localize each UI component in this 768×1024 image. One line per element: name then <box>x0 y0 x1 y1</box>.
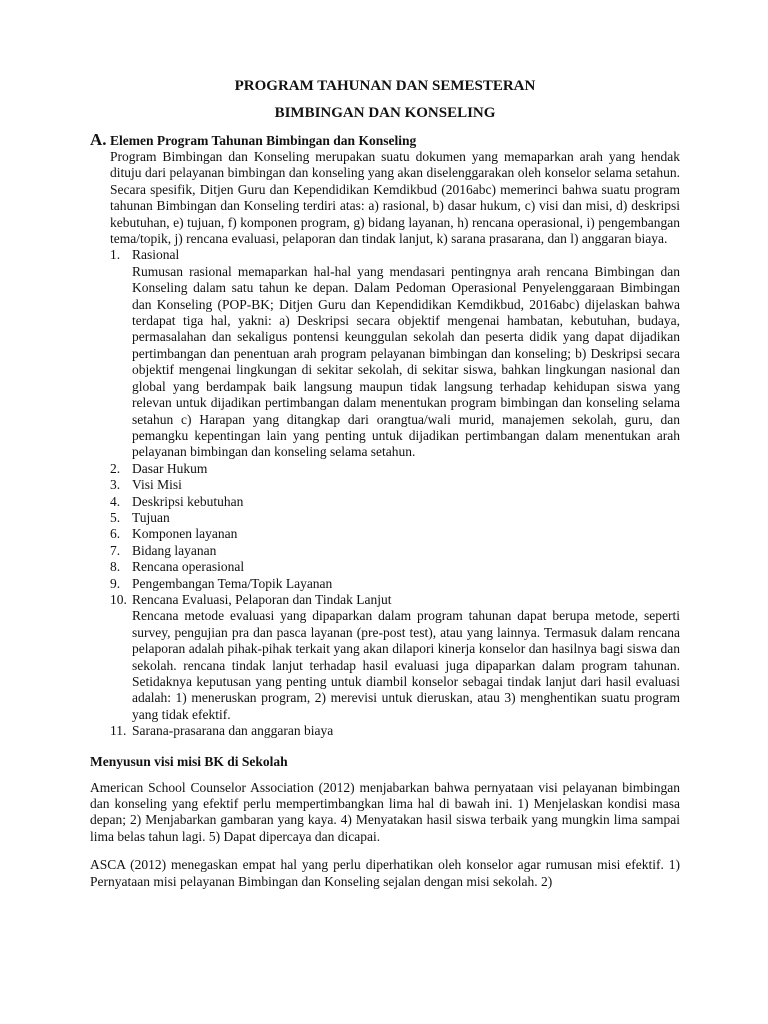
subheading: Menyusun visi misi BK di Sekolah <box>90 753 288 769</box>
intro-paragraph: Program Bimbingan dan Konseling merupakan suatu dokumen yang memaparkan arah yang hendak dituju dari pelayanan bimbingan dan konseling yang akan diselenggarakan oleh konselor selama setahun. Secara spesifik, Ditjen Guru dan Kependidikan Kemdikbud (2016abc) memerinci bahwa suatu program tahunan Bimbingan dan Konseling terdiri atas: a) rasional, b) dasar hukum, c) visi dan misi, d) deskripsi kebutuhan, e) tujuan, f) komponen program, g) bidang layanan, h) rencana operasional, i) pengembangan tema/topik, j) rencana evaluasi, pelaporan dan tindak lanjut, k) sarana prasarana, dan l) anggaran biaya. <box>110 149 680 247</box>
list-item-number: 10. <box>110 591 127 607</box>
list-item-label: Komponen layanan <box>132 526 238 542</box>
list-item-number: 2. <box>110 460 121 476</box>
list-item-body: Rumusan rasional memaparkan hal-hal yang mendasari pentingnya arah rencana Bimbingan dan Konseling dalam satu tahun ke depan. Dalam Pedoman Operasional Penyelenggaraan Bimbingan dan Konseling (POP-BK; Ditjen Guru dan Kependidikan Kemdikbud, 2016abc) dijelaskan bahwa terdapat tiga hal, yakni: a) Deskripsi secara objektif mengenai hambatan, kebutuhan, budaya, permasalahan dan sekaligus pontensi keunggulan sekolah dan peserta didik yang dapat dijadikan pertimbangan dan penentuan arah program pelayanan bimbingan dan konseling; b) Deskripsi secara objektif mengenai lingkungan di sekitar sekolah, di sekitar siswa, bahkan lingkungan nasional dan global yang berdampak baik langsung maupun tidak langsung terhadap kehidupan siswa yang relevan untuk dijadikan pertimbangan dalam menentukan program bimbingan dan konseling selama setahun c) Harapan yang ditangkap dari orangtua/wali murid, manajemen sekolah, guru, dan pemangku kepentingan lain yang penting untuk dijadikan pertimbangan dalam menentukan arah pelayanan bimbingan dan konseling selama setahun. <box>132 263 680 460</box>
section-letter: A. <box>90 130 107 149</box>
list-item-label: Dasar Hukum <box>132 460 208 476</box>
paragraph-misi: ASCA (2012) menegaskan empat hal yang perlu diperhatikan oleh konselor agar rumusan misi efektif. 1) Pernyataan misi pelayanan Bimbingan dan Konseling sejalan dengan misi sekolah. 2) <box>90 857 680 889</box>
list-item-label: Pengembangan Tema/Topik Layanan <box>132 575 333 591</box>
list-item-label: Tujuan <box>132 509 170 525</box>
list-item-label: Bidang layanan <box>132 542 217 558</box>
list-item <box>110 723 680 739</box>
document-title-line-2: BIMBINGAN DAN KONSELING <box>274 105 496 121</box>
list-item <box>110 247 680 460</box>
list-item <box>110 461 680 477</box>
list-item-label: Visi Misi <box>132 477 182 493</box>
list-item-number: 7. <box>110 542 121 558</box>
list-item-label: Rencana Evaluasi, Pelaporan dan Tindak Lanjut <box>132 591 392 607</box>
paragraph-visi: American School Counselor Association (2012) menjabarkan bahwa pernyataan visi pelayanan bimbingan dan konseling yang efektif perlu mempertimbangkan lima hal di bawah ini. 1) Menjelaskan kondisi masa depan; 2) Menjabarkan gambaran yang kaya. 4) Menyatakan hasil siswa terbaik yang mungkin lima sampai lima belas tahun lagi. 5) Dapat dipercaya dan dicapai. <box>90 779 680 844</box>
list-item <box>110 477 680 493</box>
list-item-number: 4. <box>110 493 121 509</box>
list-item-body: Rencana metode evaluasi yang dipaparkan dalam program tahunan dapat berupa metode, seperti survey, pengujian pra dan pasca layanan (pre-post test), atau yang lainnya. Termasuk dalam rencana pelaporan adalah pihak-pihak terkait yang akan dilapori kinerja konselor dan hasilnya bagi siswa dan sekolah. rencana tindak lanjut terhadap hasil evaluasi juga dipaparkan dalam program tahunan. Setidaknya keputusan yang penting untuk diambil konselor sebagai tindak lanjut dari hasil evaluasi adalah: 1) meneruskan program, 2) merevisi untuk dieruskan, atau 3) menghentikan suatu program yang tidak efektif. <box>132 608 680 722</box>
list-item-number: 9. <box>110 575 121 591</box>
element-list <box>110 247 680 739</box>
section-title: Elemen Program Tahunan Bimbingan dan Konseling <box>110 133 417 148</box>
list-item-label: Rasional <box>132 247 180 263</box>
list-item-label: Sarana-prasarana dan anggaran biaya <box>132 723 334 739</box>
list-item <box>110 543 680 559</box>
list-item <box>110 510 680 526</box>
list-item-number: 3. <box>110 477 121 493</box>
list-item-number: 5. <box>110 509 121 525</box>
section-heading <box>90 132 680 149</box>
list-item-number: 8. <box>110 559 121 575</box>
list-item <box>110 559 680 575</box>
list-item <box>110 526 680 542</box>
list-item-number: 11. <box>110 723 127 739</box>
list-item-number: 6. <box>110 526 121 542</box>
list-item-number: 1. <box>110 247 121 263</box>
list-item <box>110 592 680 723</box>
list-item <box>110 576 680 592</box>
list-item-label: Deskripsi kebutuhan <box>132 493 244 509</box>
document-title-line-1: PROGRAM TAHUNAN DAN SEMESTERAN <box>234 78 536 94</box>
list-item <box>110 494 680 510</box>
list-item-label: Rencana operasional <box>132 559 245 575</box>
